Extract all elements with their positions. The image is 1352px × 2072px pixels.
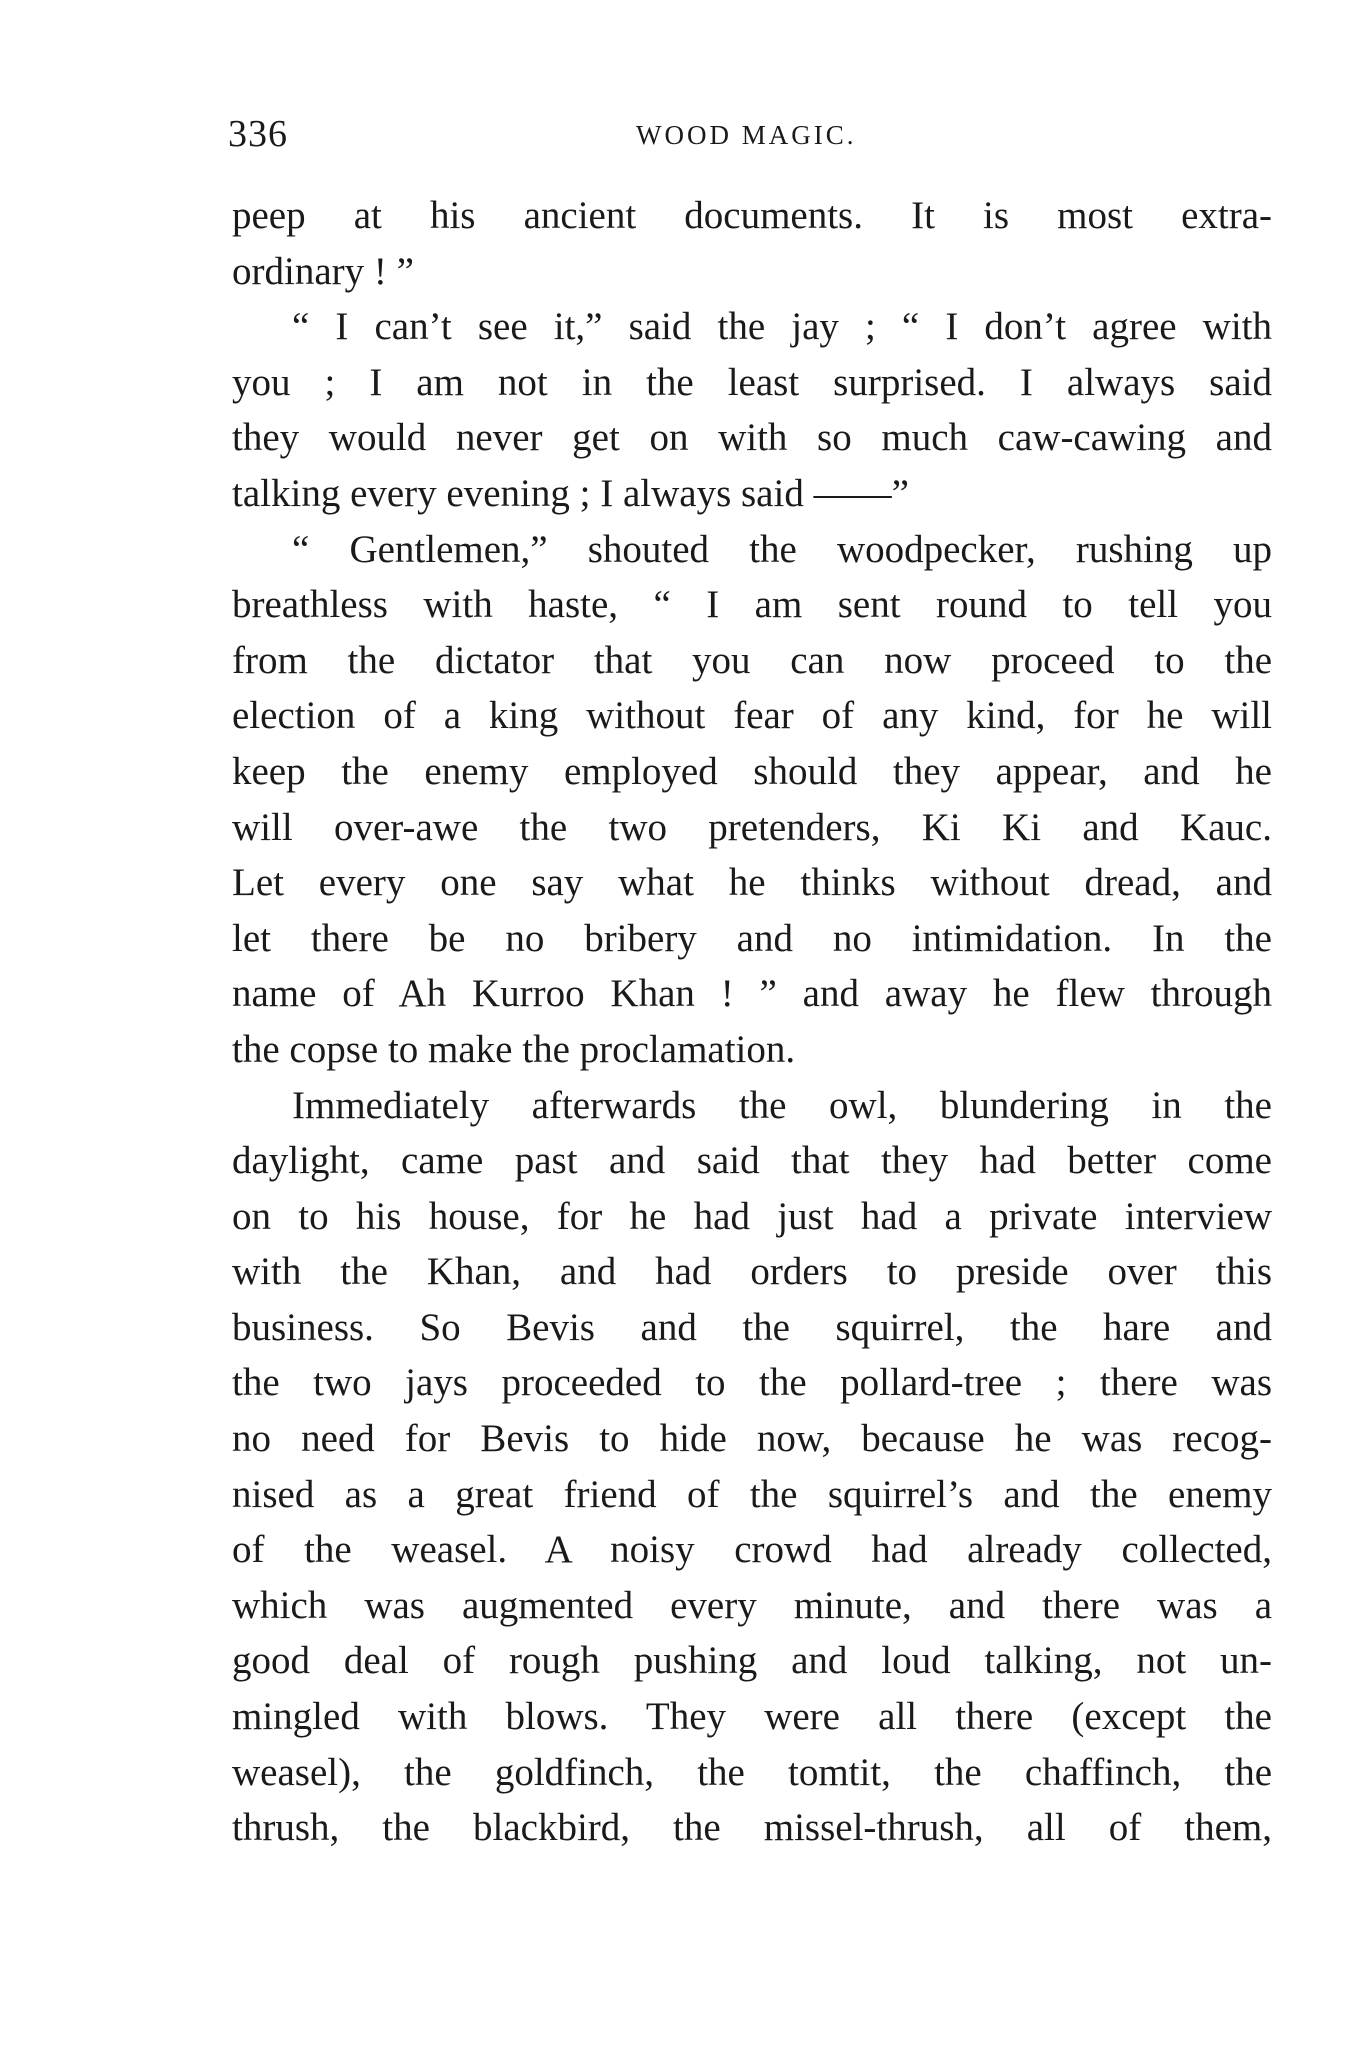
text-line: weasel), the goldfinch, the tomtit, the chaffinch, the xyxy=(232,1750,1272,1794)
text-line: daylight, came past and said that they had better come xyxy=(232,1139,1272,1183)
text-line: keep the enemy employed should they appear, and he xyxy=(232,749,1272,793)
text-line: ordinary ! ” xyxy=(232,249,414,293)
text-line: talking every evening ; I always said ——” xyxy=(232,471,909,515)
text-line: nised as a great friend of the squirrel’s and the enemy xyxy=(232,1472,1272,1516)
text-line: with the Khan, and had orders to preside over this xyxy=(232,1250,1272,1294)
text-line: they would never get on with so much caw-cawing and xyxy=(232,416,1272,460)
text-line: thrush, the blackbird, the missel-thrush, all of them, xyxy=(232,1806,1272,1850)
text-line: which was augmented every minute, and there was a xyxy=(232,1583,1272,1627)
text-line: on to his house, for he had just had a private interview xyxy=(232,1194,1272,1238)
text-line: the copse to make the proclamation. xyxy=(232,1027,796,1071)
page-number: 336 xyxy=(228,113,288,155)
text-line: will over-awe the two pretenders, Ki Ki and Kauc. xyxy=(232,805,1272,849)
text-line: name of Ah Kurroo Khan ! ” and away he flew through xyxy=(232,972,1272,1016)
text-line: election of a king without fear of any kind, for he will xyxy=(232,694,1272,738)
text-line: Immediately afterwards the owl, blundering in the xyxy=(292,1083,1272,1127)
text-line: breathless with haste, “ I am sent round to tell you xyxy=(232,583,1272,627)
text-line: mingled with blows. They were all there (except the xyxy=(232,1695,1272,1739)
text-line: “ Gentlemen,” shouted the woodpecker, rushing up xyxy=(292,527,1272,571)
text-line: peep at his ancient documents. It is most extra- xyxy=(232,194,1272,237)
text-line: good deal of rough pushing and loud talking, not un- xyxy=(232,1639,1272,1683)
text-line: you ; I am not in the least surprised. I always said xyxy=(232,360,1272,404)
text-line: “ I can’t see it,” said the jay ; “ I don’t agree with xyxy=(292,305,1272,349)
text-line: business. So Bevis and the squirrel, the hare and xyxy=(232,1305,1272,1349)
text-line: the two jays proceeded to the pollard-tree ; there was xyxy=(232,1361,1272,1405)
body-text xyxy=(232,188,1272,1856)
text-line: Let every one say what he thinks without dread, and xyxy=(232,861,1272,905)
running-title: WOOD MAGIC. xyxy=(636,120,857,150)
page-header xyxy=(228,112,1278,172)
text-line: let there be no bribery and no intimidation. In the xyxy=(232,916,1272,960)
text-line: no need for Bevis to hide now, because he was recog- xyxy=(232,1417,1272,1461)
text-line: from the dictator that you can now proceed to the xyxy=(232,638,1272,682)
text-line: of the weasel. A noisy crowd had already collected, xyxy=(232,1528,1272,1572)
